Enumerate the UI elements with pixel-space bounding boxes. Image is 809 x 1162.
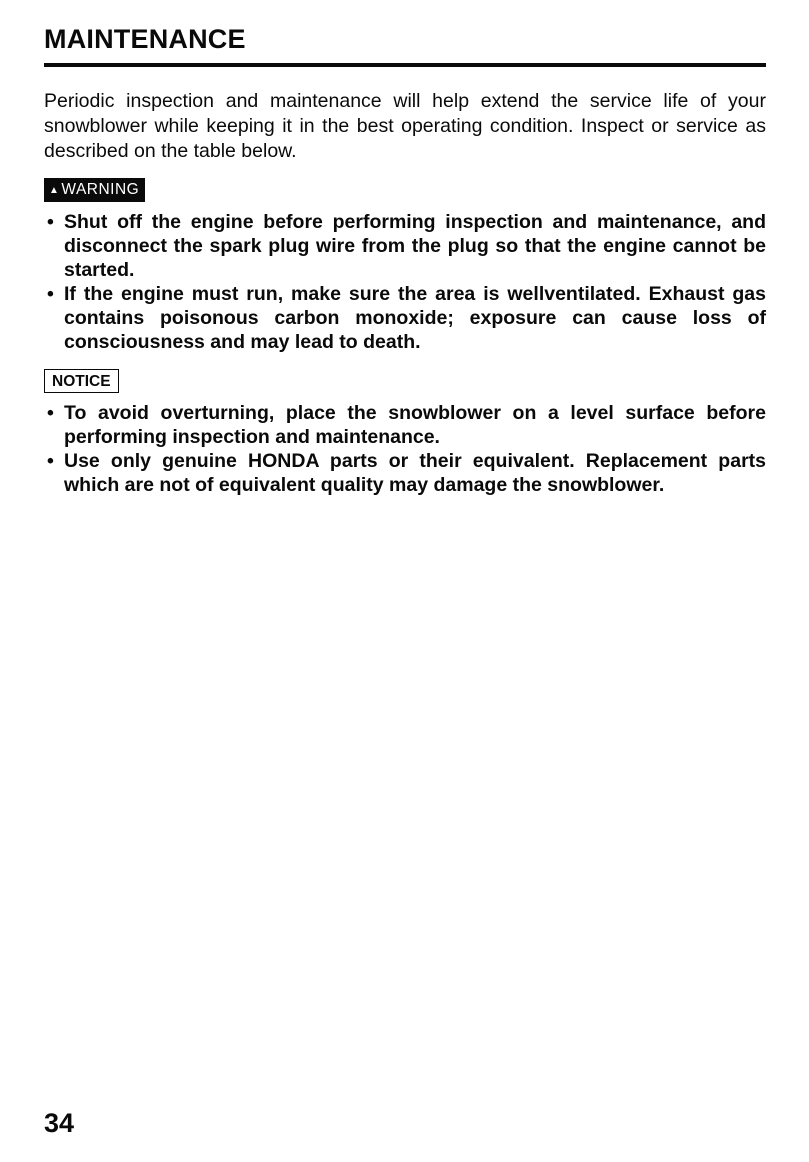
notice-item-text: Use only genuine HONDA parts or their equivalent. Replacement parts which are not of equivalent quality may damage the snowblower. (64, 450, 766, 496)
bullet-icon: • (47, 283, 54, 305)
warning-triangle-icon: ▲ (49, 185, 60, 196)
warning-item-text: Shut off the engine before performing inspection and maintenance, and disconnect the spark plug wire from the plug so that the engine cannot be started. (64, 211, 766, 281)
warning-item (44, 210, 766, 282)
notice-item-text: To avoid overturning, place the snowblower on a level surface before performing inspection and maintenance. (64, 402, 766, 448)
notice-badge: NOTICE (44, 369, 119, 393)
bullet-icon: • (47, 211, 54, 233)
bullet-icon: • (47, 402, 54, 424)
intro-paragraph: Periodic inspection and maintenance will help extend the service life of your snowblower while keeping it in the best operating condition. Inspect or service as described on the table below. (44, 90, 766, 162)
warning-item-text: If the engine must run, make sure the area is wellventilated. Exhaust gas contains poisonous carbon monoxide; exposure can cause loss of consciousness and may lead to death. (64, 283, 766, 353)
notice-item (44, 449, 766, 497)
warning-list (44, 210, 766, 354)
title-divider (44, 63, 766, 67)
warning-item (44, 282, 766, 354)
page-number: 34 (44, 1108, 75, 1138)
notice-item (44, 401, 766, 449)
page-title: MAINTENANCE (44, 24, 246, 54)
warning-badge (44, 178, 145, 202)
warning-label-text: WARNING (61, 181, 140, 198)
bullet-icon: • (47, 450, 54, 472)
notice-list (44, 401, 766, 497)
